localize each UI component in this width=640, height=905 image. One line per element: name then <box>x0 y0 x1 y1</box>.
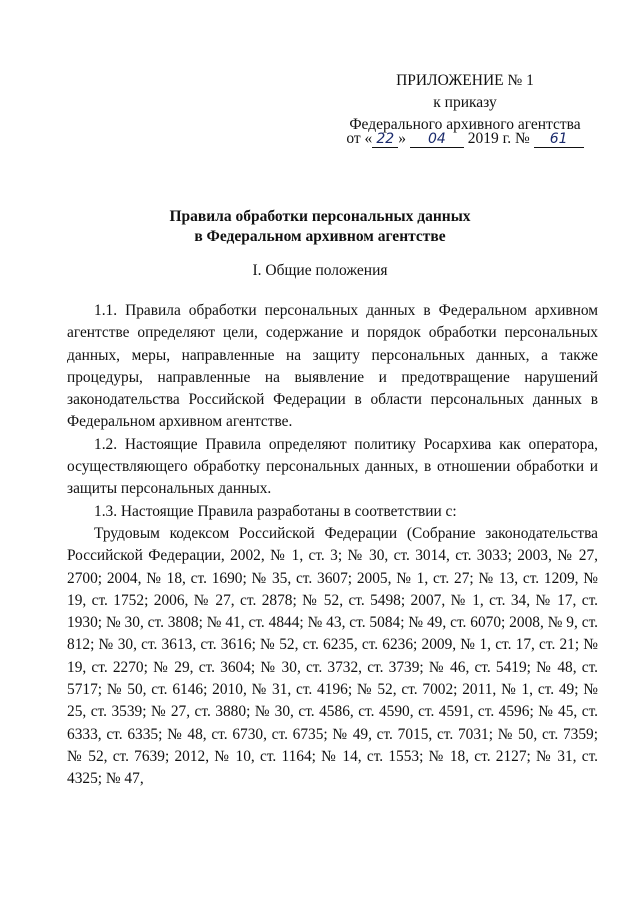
date-year: 2019 г. № <box>463 130 534 147</box>
title-line-1: Правила обработки персональных данных <box>169 208 471 225</box>
paragraph-labor-code: Трудовым кодексом Российской Федерации (Собрание законодательства Российской Федерации, 2002, № 1, ст. 3; № 30, ст. 3014, ст. 3033; 2003, № 27, 2700; 2004, № 18, ст. 1690; № 35, ст. 3607; 2005, № 1, ст. 27; № 13, ст. 1209, № 19, ст. 1752; 2006, № 27, ст. 2878; № 52, ст. 5498; 2007, № 1, ст. 34, № 17, ст. 1930; № 30, ст. 3808; № 41, ст. 4844; № 43, ст. 5084; № 49, ст. 6070; 2008, № 9, ст. 812; № 30, ст. 3613, ст. 3616; № 52, ст. 6235, ст. 6236; 2009, № 1, ст. 17, ст. 21; № 19, ст. 2270; № 29, ст. 3604; № 30, ст. 3732, ст. 3739; № 46, ст. 5419; № 48, ст. 5717; № 50, ст. 6146; 2010, № 31, ст. 4196; № 52, ст. 7002; 2011, № 1, ст. 49; № 25, ст. 3539; № 27, ст. 3880; № 30, ст. 4586, ст. 4590, ст. 4591, ст. 4596; № 45, ст. 6333, ст. 6335; № 48, ст. 6730, ст. 6735; № 49, ст. 7015, ст. 7031; № 50, ст. 7359; № 52, ст. 7639; 2012, № 10, ст. 1164; № 14, ст. 1553; № 18, ст. 2127; № 31, ст. 4325; № 47, <box>67 524 598 788</box>
paragraph-1-1: 1.1. Правила обработки персональных данных в Федеральном архивном агентстве определяют цели, содержание и порядок обработки персональных данных, меры, направленные на защиту персональных данных, а также процедуры, направленные на выявление и предотвращение нарушений законодательства Российской Федерации в области персональных данных в Федеральном архивном агентстве. <box>67 302 598 431</box>
date-month-handwritten: 04 <box>410 131 464 148</box>
document-title <box>100 207 540 247</box>
paragraph-1-3: 1.3. Настоящие Правила разработаны в соответствии с: <box>94 502 457 520</box>
title-line-2: в Федеральном архивном агентстве <box>194 228 446 245</box>
paragraph-1-2: 1.2. Настоящие Правила определяют политику Росархива как оператора, осуществляющего обработку персональных данных, в отношении обработки и защиты персональных данных. <box>67 435 598 498</box>
to-order-label: к приказу <box>433 94 497 111</box>
date-separator: » <box>398 130 410 147</box>
order-date-line <box>330 130 600 148</box>
section-heading: I. Общие положения <box>252 262 388 279</box>
appendix-number: ПРИЛОЖЕНИЕ № 1 <box>396 72 534 89</box>
date-day-handwritten: 22 <box>372 131 398 148</box>
appendix-header <box>330 70 600 136</box>
date-prefix: от « <box>346 130 373 147</box>
agency-label: Федерального архивного агентства <box>349 116 581 133</box>
document-body <box>67 300 598 791</box>
order-number-handwritten: 61 <box>534 131 584 148</box>
